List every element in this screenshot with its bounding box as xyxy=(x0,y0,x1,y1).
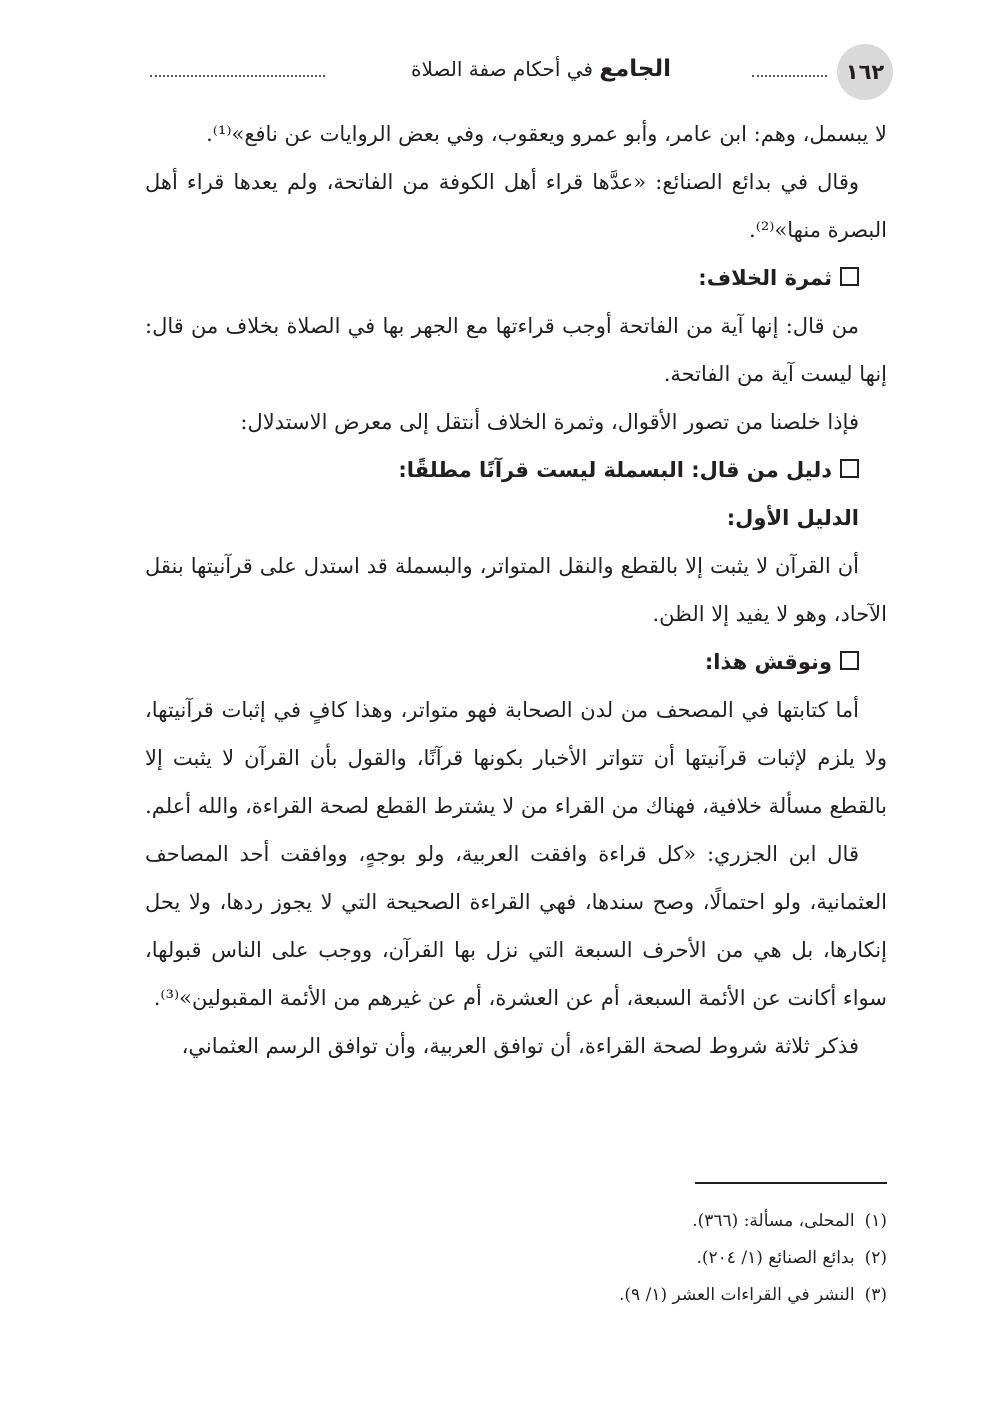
running-title-main: الجامع xyxy=(599,56,672,82)
subsection-heading: الدليل الأول: xyxy=(726,506,859,530)
checkbox-square-icon xyxy=(840,459,859,478)
footnote-number: (١) xyxy=(864,1211,887,1231)
paragraph: أما كتابتها في المصحف من لدن الصحابة فهو متواتر، وهذا كافٍ في إثبات قرآنيتها، ولا يلزم لإثبات قرآنيتها أن تتواتر الأخبار بكونها قرآنًا، والقول بأن القرآن لا يثبت إلا بالقطع مسألة خلافية، فهناك من القراء من لا يشترط القطع لصحة القراءة، والله أعلم. xyxy=(145,698,887,818)
footnote-number: (٣) xyxy=(864,1285,887,1305)
header-dotted-rule-left xyxy=(150,75,325,77)
footnote-text: بدائع الصنائع (١/ ٢٠٤). xyxy=(696,1248,855,1268)
paragraph: لا يبسمل، وهم: ابن عامر، وأبو عمرو ويعقوب، وفي بعض الروايات عن نافع»⁽¹⁾. xyxy=(206,122,887,146)
section-heading-text: ونوقش هذا: xyxy=(704,650,832,674)
running-title-sub: في أحكام صفة الصلاة xyxy=(410,57,593,81)
body-text xyxy=(145,110,887,1070)
footnote xyxy=(287,1277,887,1314)
page-number: ١٦٢ xyxy=(837,44,893,100)
running-title xyxy=(341,56,741,82)
paragraph: قال ابن الجزري: «كل قراءة وافقت العربية، ولو بوجهٍ، ووافقت أحد المصاحف العثمانية، ولو احتمالًا، وصح سندها، فهي القراءة الصحيحة التي لا يجوز ردها، ولا يحل إنكارها، بل هي من الأحرف السبعة التي نزل بها القرآن، ووجب على الناس قبولها، سواء أكانت عن الأئمة السبعة، أم عن العشرة، أم عن غيرهم من الأئمة المقبولين»⁽³⁾. xyxy=(145,842,887,1010)
footnote-text: النشر في القراءات العشر (١/ ٩). xyxy=(619,1285,855,1305)
paragraph: وقال في بدائع الصنائع: «عدَّها قراء أهل الكوفة من الفاتحة، ولم يعدها قراء أهل البصرة منها»⁽²⁾. xyxy=(145,170,887,242)
section-heading xyxy=(145,446,887,494)
paragraph: من قال: إنها آية من الفاتحة أوجب قراءتها مع الجهر بها في الصلاة بخلاف من قال: إنها ليست آية من الفاتحة. xyxy=(145,314,887,386)
section-heading xyxy=(145,254,887,302)
header-dotted-rule-right xyxy=(752,75,827,77)
footnote-number: (٢) xyxy=(864,1248,887,1268)
footnote-separator xyxy=(695,1182,887,1184)
paragraph: فإذا خلصنا من تصور الأقوال، وثمرة الخلاف أنتقل إلى معرض الاستدلال: xyxy=(240,410,859,434)
paragraph: أن القرآن لا يثبت إلا بالقطع والنقل المتواتر، والبسملة قد استدل على قرآنيتها بنقل الآحاد، وهو لا يفيد إلا الظن. xyxy=(145,554,887,626)
running-header xyxy=(145,44,893,100)
checkbox-square-icon xyxy=(840,267,859,286)
section-heading-text: ثمرة الخلاف: xyxy=(698,266,832,290)
checkbox-square-icon xyxy=(840,651,859,670)
section-heading xyxy=(145,638,887,686)
footnote xyxy=(287,1240,887,1277)
footnote xyxy=(287,1203,887,1240)
section-heading-text: دليل من قال: البسملة ليست قرآنًا مطلقًا: xyxy=(398,458,832,482)
paragraph: فذكر ثلاثة شروط لصحة القراءة، أن توافق العربية، وأن توافق الرسم العثماني، xyxy=(181,1034,859,1058)
footnote-text: المحلى، مسألة: (٣٦٦). xyxy=(692,1211,855,1231)
footnotes xyxy=(287,1203,887,1314)
